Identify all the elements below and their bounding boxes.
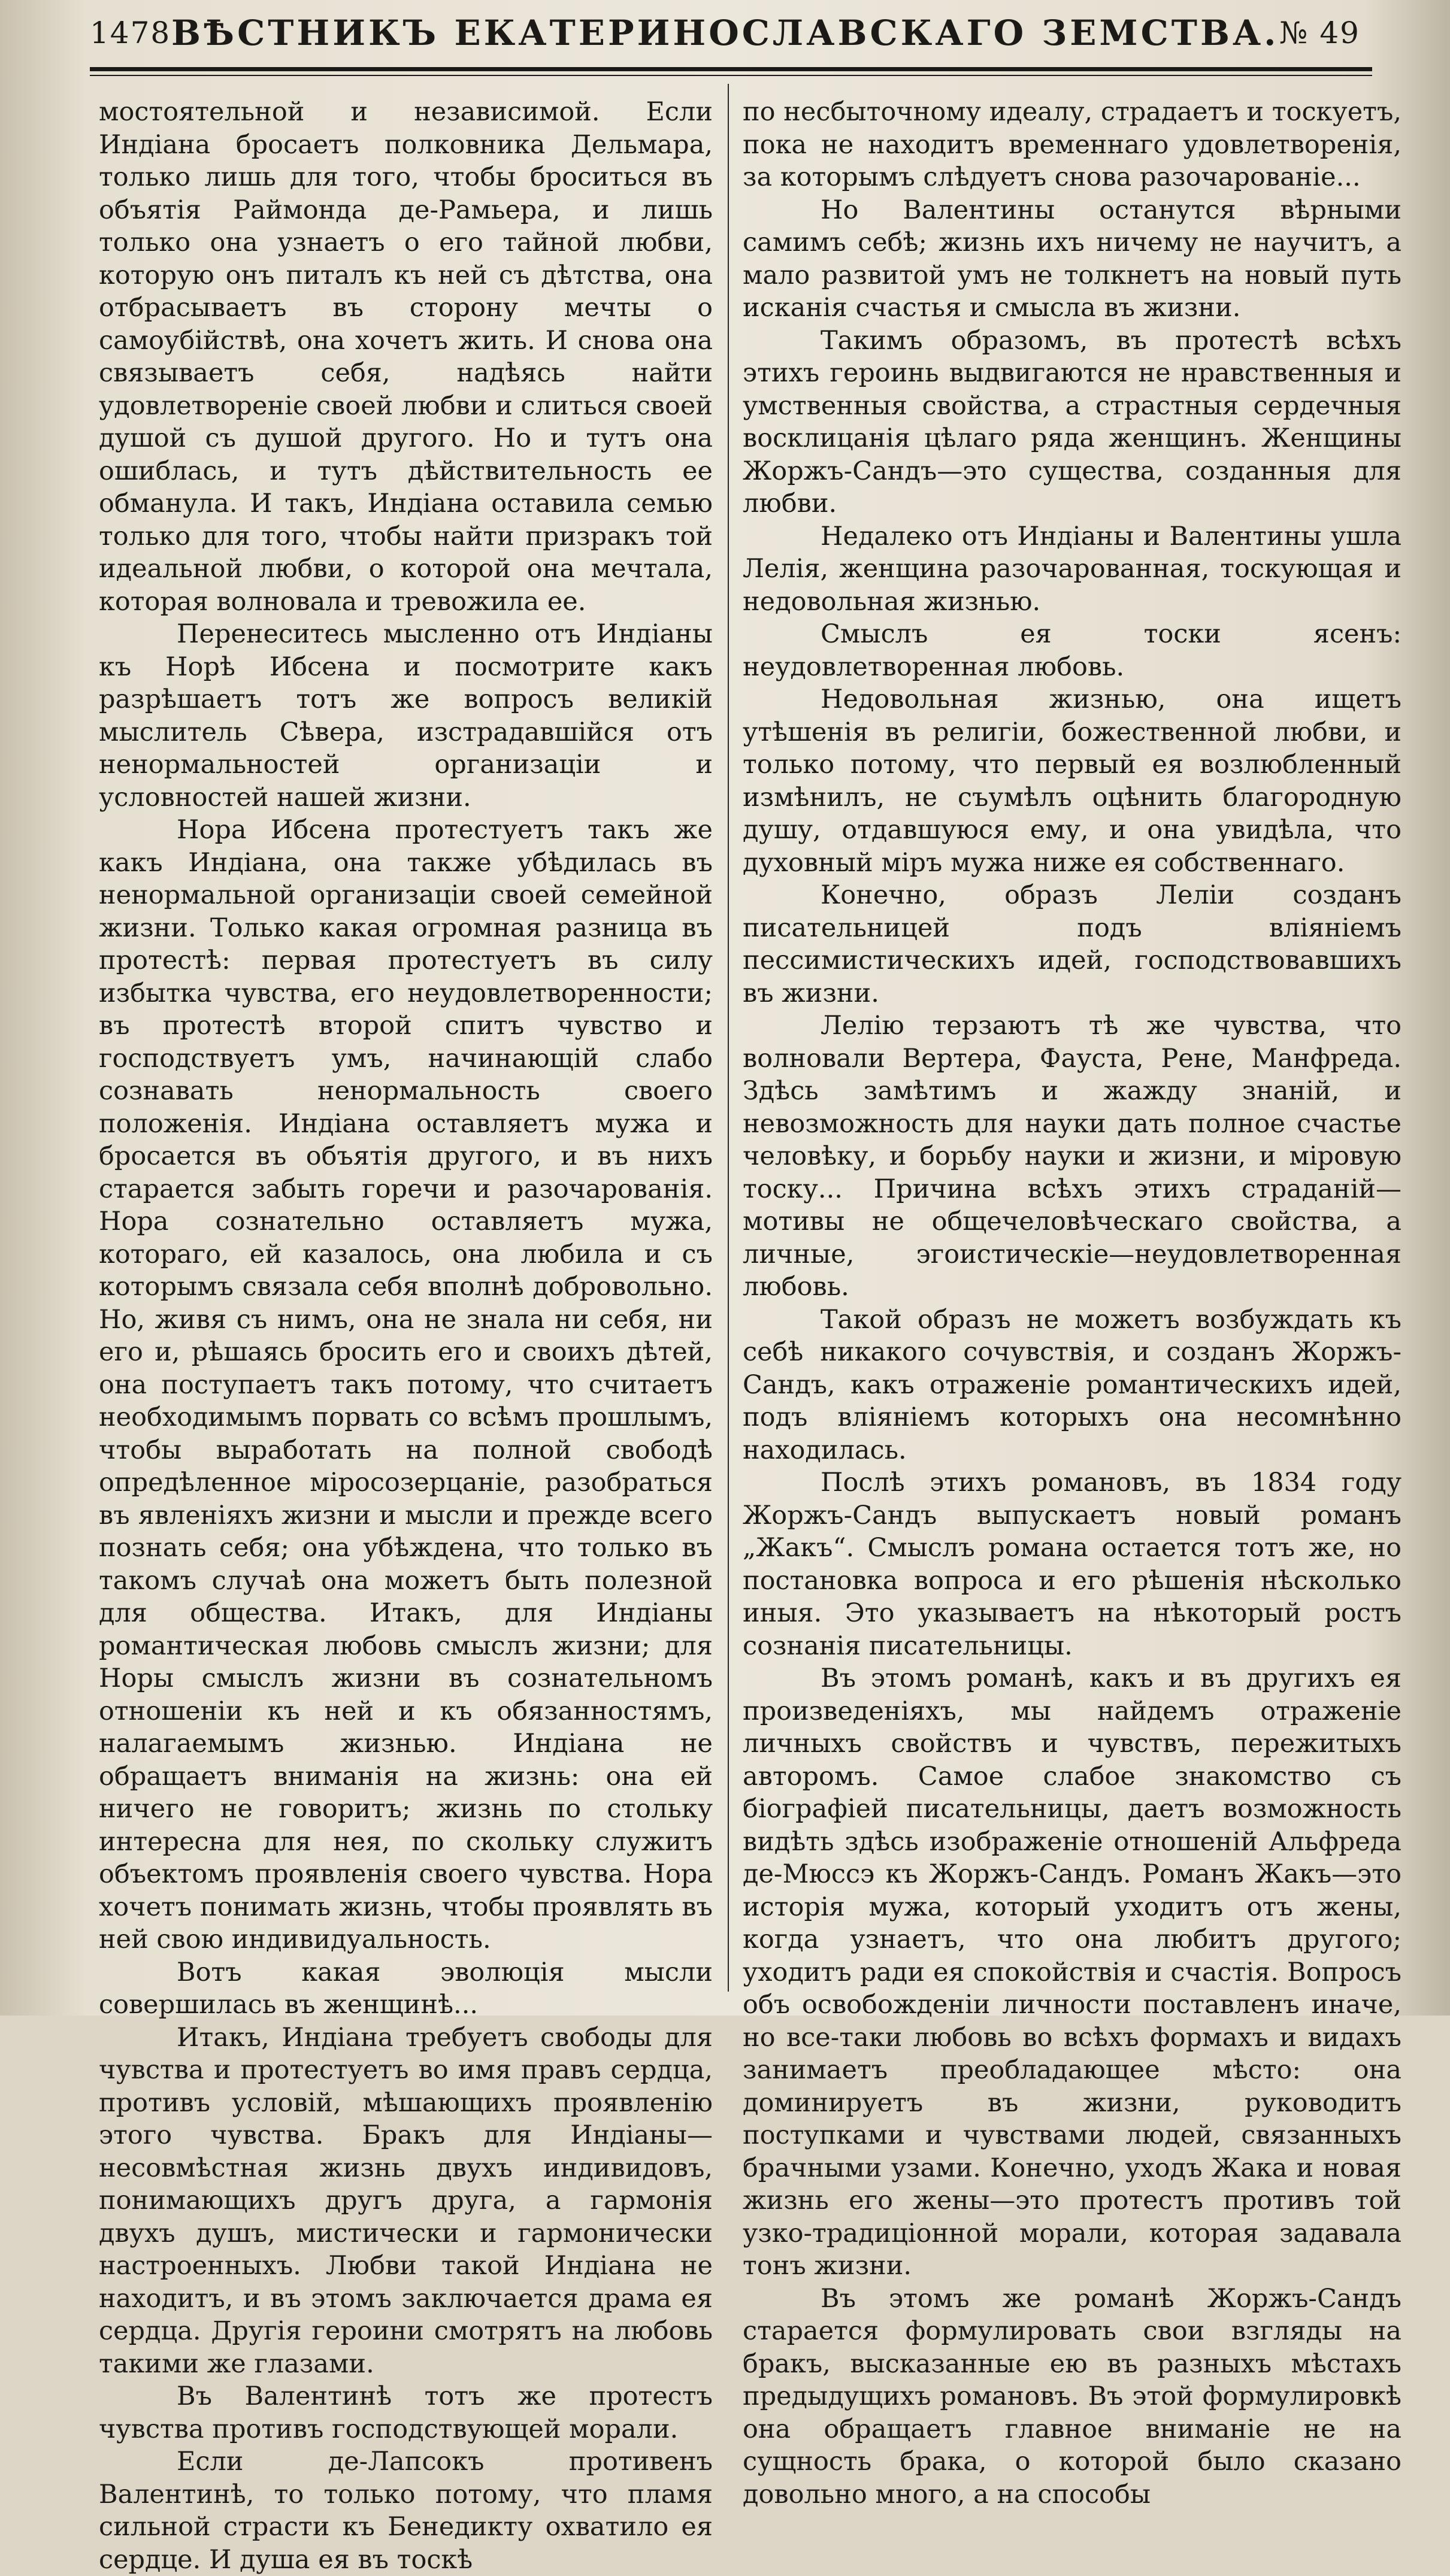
left-column xyxy=(99,96,713,2575)
paragraph: Послѣ этихъ романовъ, въ 1834 году Жоржъ-Сандъ выпускаетъ новый романъ „Жакъ“. Смыслъ романа остается тотъ же, но постановка вопроса и его рѣшенія нѣсколько иныя. Это указываетъ на нѣкоторый ростъ сознанія писательницы. xyxy=(743,1468,1401,1661)
paragraph: Перенеситесь мысленно отъ Индіаны къ Норѣ Ибсена и посмотрите какъ разрѣшаетъ тотъ же вопросъ великій мыслитель Сѣвера, изстрадавшійся отъ ненормальностей организаціи и условностей нашей жизни. xyxy=(99,619,713,813)
header-rule-thin xyxy=(90,75,1372,76)
page-number: 1478 xyxy=(90,16,171,50)
paragraph: Такимъ образомъ, въ протестѣ всѣхъ этихъ героинь выдвигаются не нравственныя и умственныя свойства, а страстныя сердечныя восклицанія цѣлаго ряда женщинъ. Женщины Жоржъ-Сандъ—это существа, созданныя для любви. xyxy=(743,325,1401,519)
paragraph: Въ Валентинѣ тотъ же протестъ чувства противъ господствующей морали. xyxy=(99,2381,713,2444)
paragraph: Въ этомъ романѣ, какъ и въ другихъ ея произведеніяхъ, мы найдемъ отраженіе личныхъ свойствъ и чувствъ, пережитыхъ авторомъ. Самое слабое знакомство съ біографіей писательницы, даетъ возможность видѣть здѣсь изображеніе отношеній Альфреда де-Мюссэ къ Жоржъ-Сандъ. Романъ Жакъ—это исторія мужа, который уходитъ отъ жены, когда узнаетъ, что она любитъ другого; уходитъ ради ея спокойствія и счастія. Вопросъ объ освобожденіи личности поставленъ иначе, но все-таки любовь во всѣхъ формахъ и видахъ занимаетъ преобладающее мѣсто: она доминируетъ въ жизни, руководитъ поступками и чувствами людей, связанныхъ брачными узами. Конечно, уходъ Жака и новая жизнь его жены—это протестъ противъ той узко-традиціонной морали, которая задавала тонъ жизни. xyxy=(743,1663,1401,2281)
paragraph: Если де-Лапсокъ противенъ Валентинѣ, то только потому, что пламя сильной страсти къ Бенедикту охватило ея сердце. И душа ея въ тоскѣ xyxy=(99,2447,713,2575)
paragraph: Лелію терзаютъ тѣ же чувства, что волновали Вертера, Фауста, Рене, Манфреда. Здѣсь замѣтимъ и жажду знаній, и невозможность для науки дать полное счастье человѣку, и борьбу науки и жизни, и міровую тоску... Причина всѣхъ этихъ страданій—мотивы не общечеловѣческаго свойства, а личные, эгоистическіе—неудовлетворенная любовь. xyxy=(743,1011,1401,1302)
paragraph: Вотъ какая эволюція мысли совершилась въ женщинѣ... xyxy=(99,1957,713,2020)
paragraph: Недовольная жизнью, она ищетъ утѣшенія въ религіи, божественной любви, и только потому, что первый ея возлюбленный измѣнилъ, не съумѣлъ оцѣнить благородную душу, отдавшуюся ему, и она увидѣла, что духовный міръ мужа ниже ея собственнаго. xyxy=(743,684,1401,878)
paragraph: Нора Ибсена протестуетъ такъ же какъ Индіана, она также убѣдилась въ ненормальной организаціи своей семейной жизни. Только какая огромная разница въ протестѣ: первая протестуетъ въ силу избытка чувства, его неудовлетворенности; въ протестѣ второй спитъ чувство и господствуетъ умъ, начинающій слабо сознавать ненормальность своего положенія. Индіана оставляетъ мужа и бросается въ объятія другого, и въ нихъ старается забыть горечи и разочарованія. Нора сознательно оставляетъ мужа, котораго, ей казалось, она любила и съ которымъ связала себя вполнѣ добровольно. Но, живя съ нимъ, она не знала ни себя, ни его и, рѣшаясь бросить его и своихъ дѣтей, она поступаетъ такъ потому, что считаетъ необходимымъ порвать со всѣмъ прошлымъ, чтобы выработать на полной свободѣ опредѣленное міросозерцаніе, разобраться въ явленіяхъ жизни и мысли и прежде всего познать себя; она убѣждена, что только въ такомъ случаѣ она можетъ быть полезной для общества. Итакъ, для Индіаны романтическая любовь смыслъ жизни; для Норы смыслъ жизни въ сознательномъ отношеніи къ ней и къ обязанностямъ, налагаемымъ жизнью. Индіана не обращаетъ вниманія на жизнь: она ей ничего не говоритъ; жизнь по стольку интересна для нея, по скольку служитъ объектомъ проявленія своего чувства. Нора хочетъ понимать жизнь, чтобы проявлять въ ней свою индивидуальность. xyxy=(99,815,713,1954)
paragraph: Итакъ, Индіана требуетъ свободы для чувства и протестуетъ во имя правъ сердца, противъ условій, мѣшающихъ проявленію этого чувства. Бракъ для Индіаны—несовмѣстная жизнь двухъ индивидовъ, понимающихъ другъ друга, а гармонія двухъ душъ, мистически и гармонически настроенныхъ. Любви такой Индіана не находитъ, и въ этомъ заключается драма ея сердца. Другія героини смотрятъ на любовь такими же глазами. xyxy=(99,2022,713,2379)
paragraph: Въ этомъ же романѣ Жоржъ-Сандъ старается формулировать свои взгляды на бракъ, высказанные ею въ разныхъ мѣстахъ предыдущихъ романовъ. Въ этой формулировкѣ она обращаетъ главное вниманіе не на сущность брака, о которой было сказано довольно много, а на способы xyxy=(743,2283,1401,2510)
journal-title: ВѢСТНИКЪ ЕКАТЕРИНОСЛАВСКАГО ЗЕМСТВА. xyxy=(171,13,1279,53)
paragraph: Недалеко отъ Индіаны и Валентины ушла Лелія, женщина разочарованная, тоскующая и недовольная жизнью. xyxy=(743,521,1401,617)
paragraph: Такой образъ не можетъ возбуждать къ себѣ никакого сочувствія, и созданъ Жоржъ-Сандъ, какъ отраженіе романтическихъ идей, подъ вліяніемъ которыхъ она несомнѣнно находилась. xyxy=(743,1304,1401,1465)
column-divider xyxy=(728,84,729,1992)
issue-number: № 49 xyxy=(1279,16,1360,50)
paragraph: Конечно, образъ Леліи созданъ писательницей подъ вліяніемъ пессимистическихъ идей, господствовавшихъ въ жизни. xyxy=(743,880,1401,1008)
header-rule xyxy=(90,67,1372,71)
paragraph: мостоятельной и независимой. Если Индіана бросаетъ полковника Дельмара, только лишь для того, чтобы броситься въ объятія Раймонда де-Рамьера, и лишь только она узнаетъ о его тайной любви, которую онъ питалъ къ ней съ дѣтства, она отбрасываетъ въ сторону мечты о самоубійствѣ, она хочетъ жить. И снова она связываетъ себя, надѣясь найти удовлетвореніе своей любви и слиться своей душой съ душой другого. Но и тутъ она ошиблась, и тутъ дѣйствительность ее обманула. И такъ, Индіана оставила семью только для того, чтобы найти призракъ той идеальной любви, о которой она мечтала, которая волновала и тревожила ее. xyxy=(99,97,713,617)
paragraph: Но Валентины останутся вѣрными самимъ себѣ; жизнь ихъ ничему не научитъ, а мало развитой умъ не толкнетъ на новый путь исканія счастья и смысла въ жизни. xyxy=(743,195,1401,323)
page-header xyxy=(90,6,1360,60)
right-column xyxy=(743,96,1401,2510)
paragraph: по несбыточному идеалу, страдаетъ и тоскуетъ, пока не находитъ временнаго удовлетворенія, за которымъ слѣдуетъ снова разочарованіе... xyxy=(743,97,1401,192)
paragraph: Смыслъ ея тоски ясенъ: неудовлетворенная любовь. xyxy=(743,619,1401,682)
